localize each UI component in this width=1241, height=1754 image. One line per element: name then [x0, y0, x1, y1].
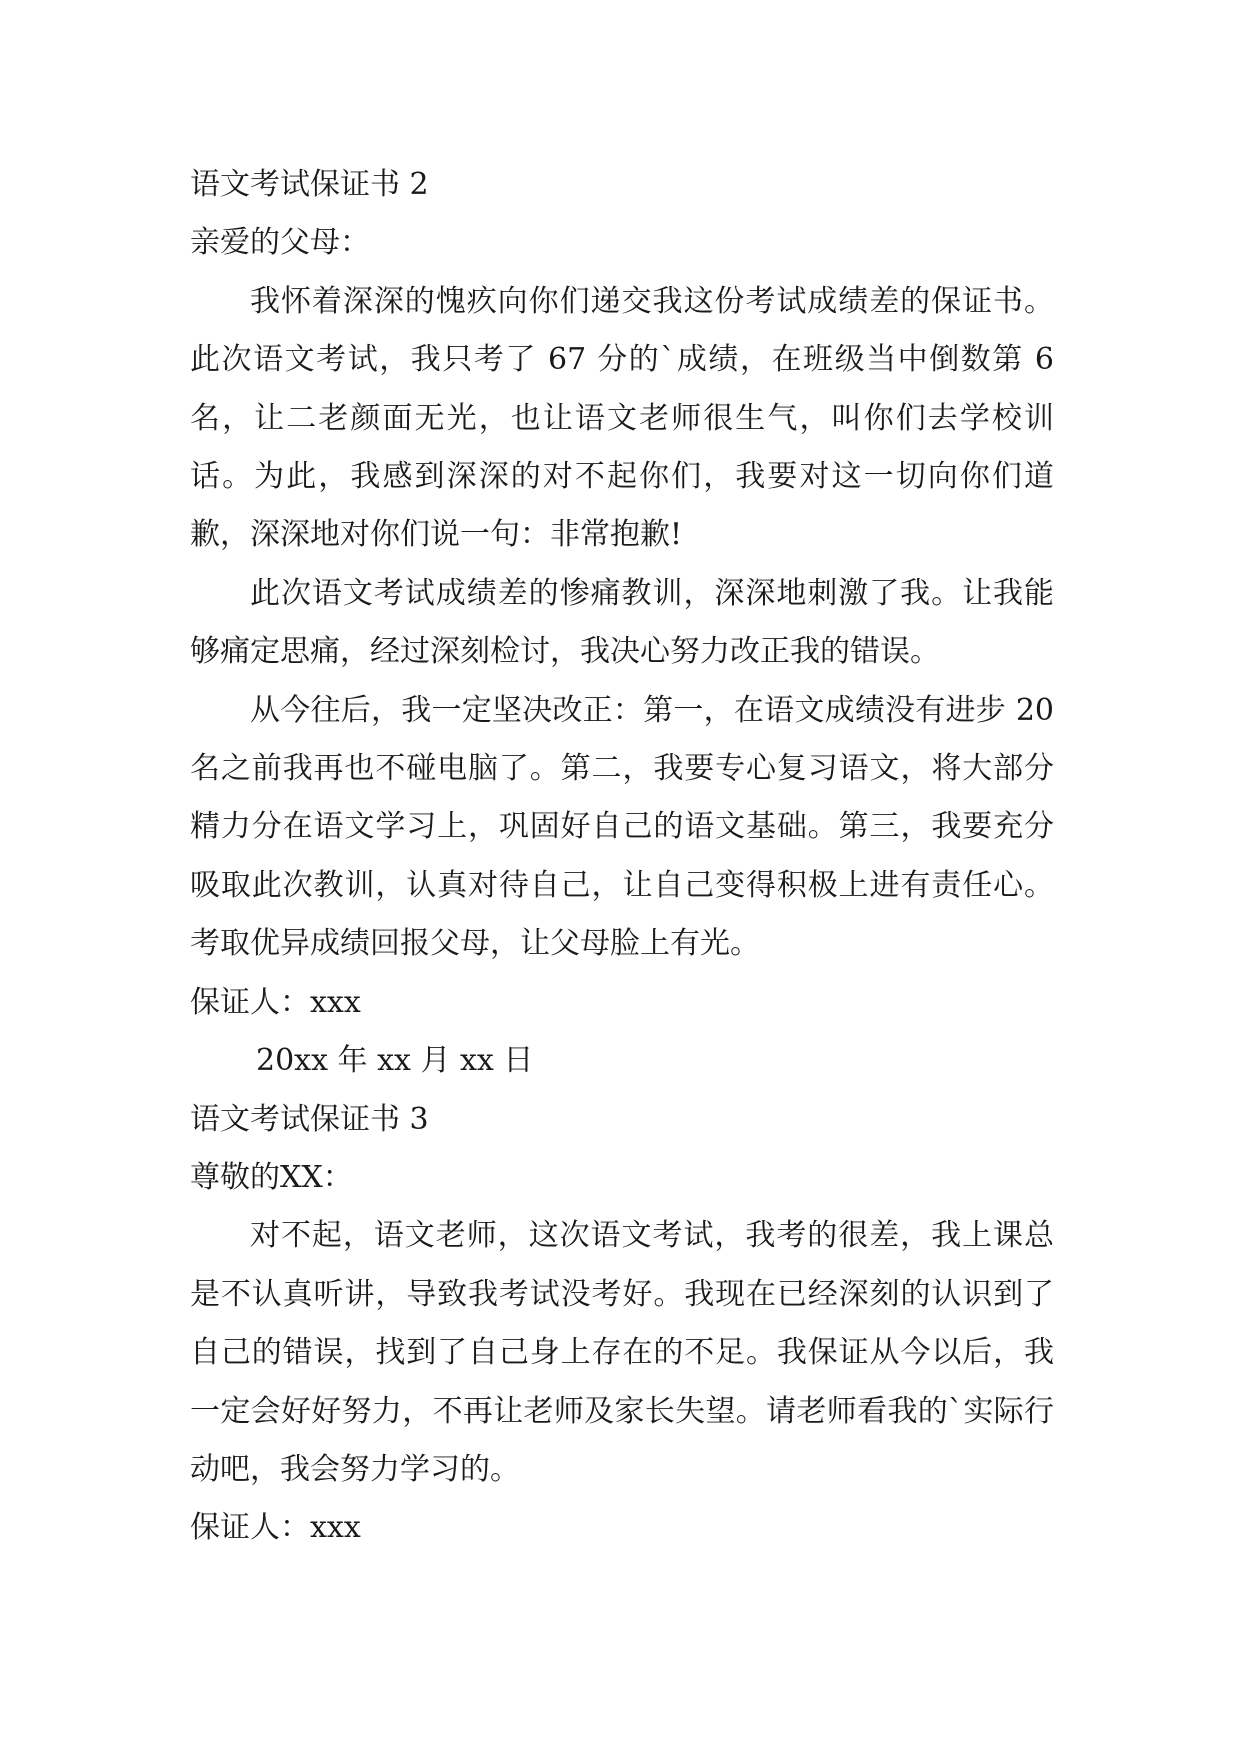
letter3-salutation: 尊敬的XX： — [190, 1159, 353, 1195]
letter3-paragraph-1: 对不起，语文老师，这次语文考试，我考的很差，我上课总是不认真听讲，导致我考试没考好。我现在已经深刻的认识到了自己的错误，找到了自己身上存在的不足。我保证从今以后，我一定会好好努力，不再让老师及家长失望。请老师看我的`实际行动吧，我会努力学习的。 — [190, 1218, 1054, 1487]
letter2-title: 语文考试保证书 2 — [190, 167, 429, 202]
letter2-paragraph-1: 我怀着深深的愧疚向你们递交我这份考试成绩差的保证书。此次语文考试，我只考了 67 分的`成绩，在班级当中倒数第 6 名，让二老颜面无光，也让语文老师很生气，叫你们去学校训话。为此，我感到深深的对不起你们，我要对这一切向你们道歉，深深地对你们说一句：非常抱歉! — [190, 283, 1054, 553]
letter2-paragraph-3: 从今往后，我一定坚决改正：第一，在语文成绩没有进步 20 名之前我再也不碰电脑了。第二，我要专心复习语文，将大部分精力分在语文学习上，巩固好自己的语文基础。第三，我要充分吸取此次教训，认真对待自己，让自己变得积极上进有责任心。考取优异成绩回报父母，让父母脸上有光。 — [190, 692, 1054, 962]
letter2-salutation: 亲爱的父母： — [190, 225, 370, 261]
letter2-date: 20xx 年 xx 月 xx 日 — [256, 1043, 534, 1079]
letter3-title: 语文考试保证书 3 — [190, 1101, 429, 1137]
letter2-paragraph-2: 此次语文考试成绩差的惨痛教训，深深地刺激了我。让我能够痛定思痛，经过深刻检讨，我决心努力改正我的错误。 — [190, 575, 1054, 670]
document-page — [190, 156, 1054, 1558]
letter3-signer: 保证人：xxx — [190, 1510, 361, 1546]
letter2-signer: 保证人：xxx — [190, 984, 361, 1020]
